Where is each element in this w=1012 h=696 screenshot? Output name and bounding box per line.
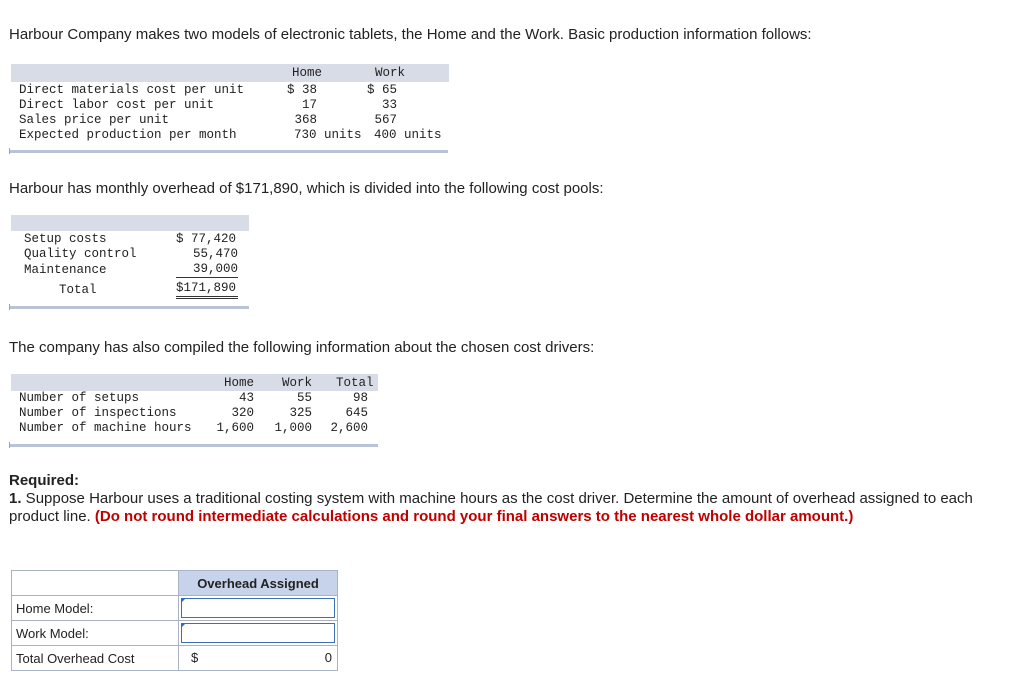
home-model-input[interactable] [181,598,335,618]
production-row-home: $ 38 [287,83,318,97]
production-header-home: Home [292,66,323,80]
total-overhead-value: 0 [324,650,332,665]
cost-pool-value: $ 77,420 [176,232,237,246]
production-row-work: $ 65 [367,83,398,97]
cost-pool-total-value: $171,890 [176,281,238,299]
production-row-work: 567 [374,113,397,127]
answer-table-corner [12,571,179,596]
driver-row-work: 325 [289,406,312,420]
production-row-label: Direct materials cost per unit [19,83,245,97]
drivers-header-work: Work [282,376,313,390]
driver-row-home: 1,600 [216,421,254,435]
cost-pool-label: Setup costs [24,232,107,246]
cost-pools-header-bg [11,215,249,231]
production-row-home: 730 units [294,128,362,142]
driver-row-total: 2,600 [330,421,368,435]
production-row-label: Expected production per month [19,128,237,142]
production-table-bottom-rule [9,150,448,153]
work-model-cell [179,621,338,646]
driver-row-home: 320 [231,406,254,420]
cost-pool-total-label: Total [59,283,97,297]
driver-row-label: Number of setups [19,391,140,405]
work-model-input[interactable] [181,623,335,643]
driver-row-total: 98 [352,391,368,405]
production-row-label: Direct labor cost per unit [19,98,215,112]
home-model-label: Home Model: [12,596,179,621]
required-section [9,472,999,526]
drivers-intro-text: The company has also compiled the following information about the chosen cost drivers: [9,339,595,356]
production-row-work: 33 [381,98,397,112]
total-overhead-label: Total Overhead Cost [12,646,179,671]
drivers-header-home: Home [224,376,255,390]
production-row-work: 400 units [374,128,442,142]
drivers-header-total: Total [336,376,374,390]
required-instruction: (Do not round intermediate calculations and round your final answers to the nearest whole dollar amount.) [94,508,854,525]
driver-row-work: 1,000 [274,421,312,435]
home-model-cell [179,596,338,621]
required-title: Required: [9,472,80,489]
cost-pool-label: Maintenance [24,263,107,277]
driver-row-label: Number of machine hours [19,421,192,435]
total-overhead-cell [179,646,338,671]
required-question [9,490,999,526]
answer-table [11,570,338,671]
answer-header: Overhead Assigned [179,571,338,596]
drivers-bottom-rule [9,444,378,447]
cost-pool-value: 55,470 [192,247,238,261]
driver-row-total: 645 [345,406,368,420]
driver-row-label: Number of inspections [19,406,177,420]
overhead-intro-text: Harbour has monthly overhead of $171,890, which is divided into the following cost pools: [9,180,604,197]
production-row-label: Sales price per unit [19,113,170,127]
driver-row-home: 43 [238,391,254,405]
production-header-work: Work [375,66,406,80]
cost-pool-label: Quality control [24,247,137,261]
production-row-home: 368 [294,113,317,127]
cost-pool-value: 39,000 [176,262,238,278]
intro-text: Harbour Company makes two models of electronic tablets, the Home and the Work. Basic production information follows: [9,26,812,43]
cost-pools-bottom-rule [9,306,249,309]
work-model-label: Work Model: [12,621,179,646]
required-text: Suppose Harbour uses a traditional costing system with machine hours as the cost driver. Determine the amount of overhead assigned to each product line. [9,490,973,525]
production-row-home: 17 [301,98,317,112]
total-currency: $ [191,650,199,665]
required-number: 1. [9,490,22,507]
drivers-header-bg [11,374,378,391]
driver-row-work: 55 [296,391,312,405]
